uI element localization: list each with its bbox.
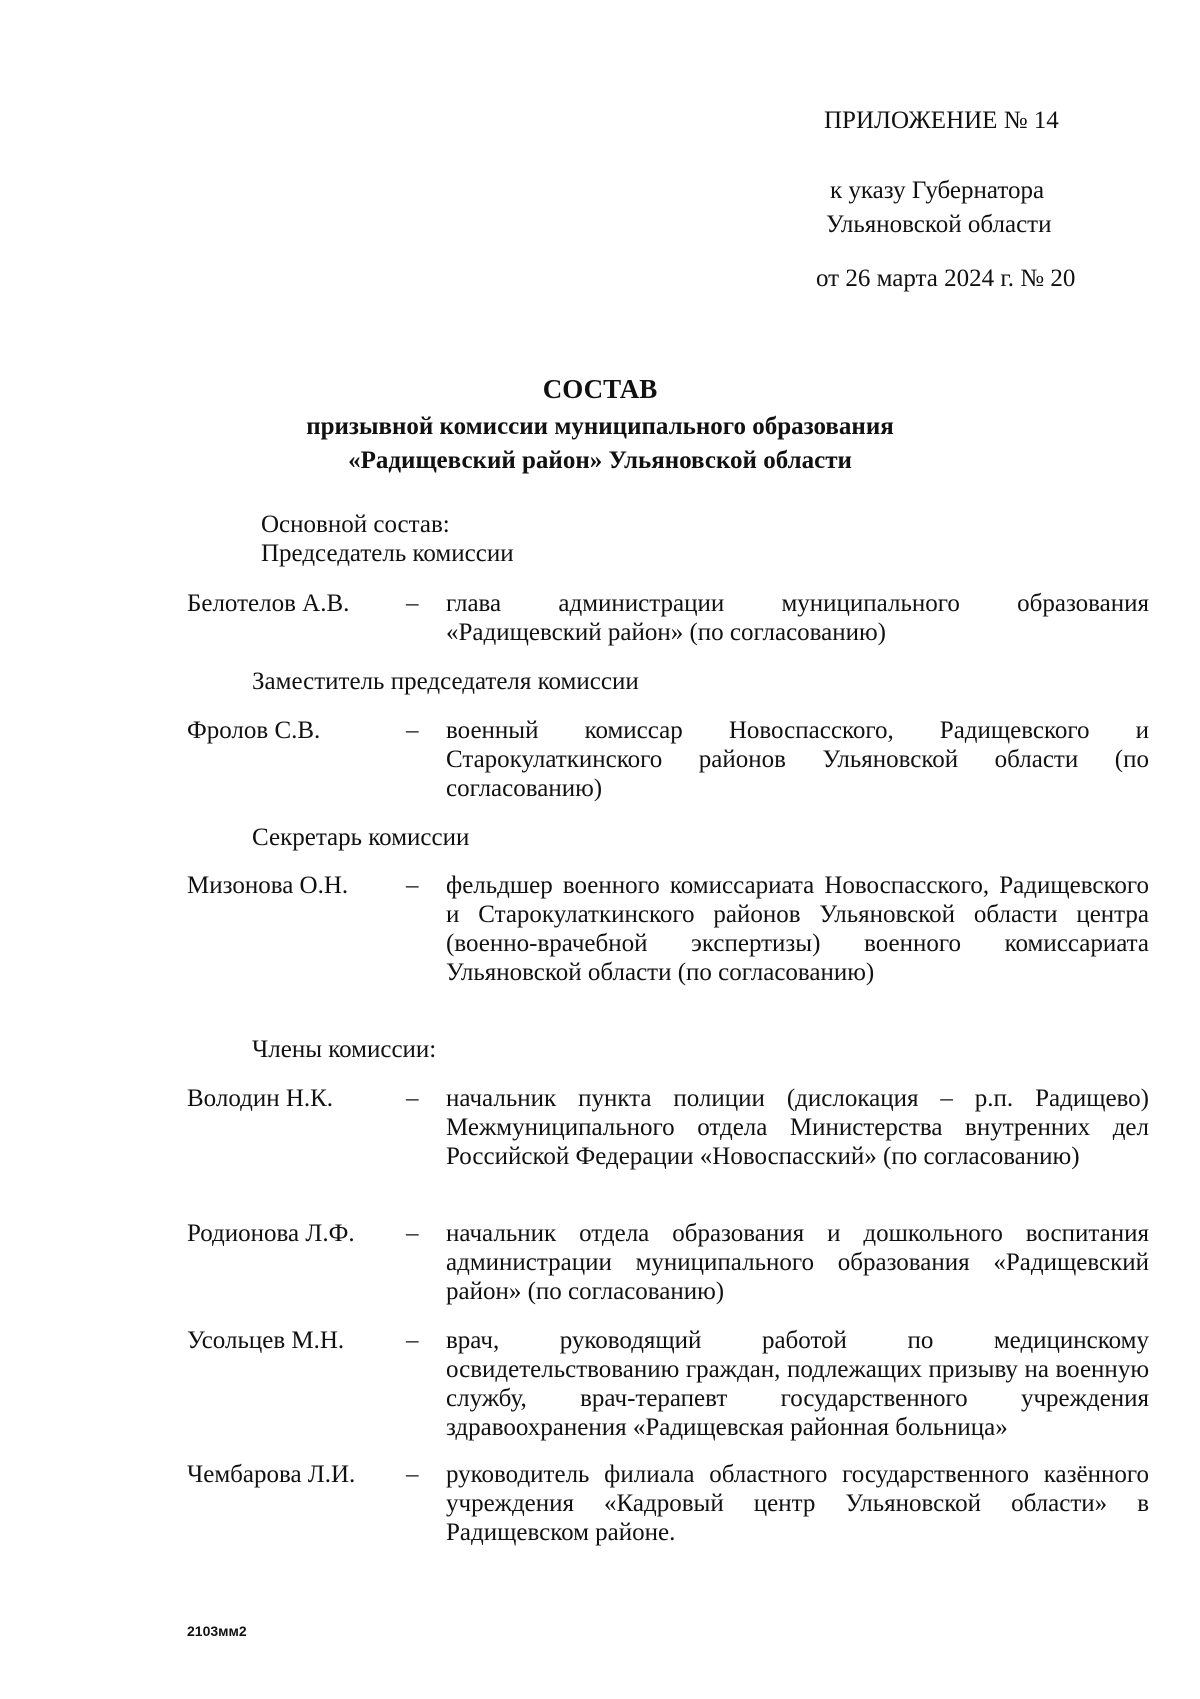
member-role: фельдшер военного комиссариата Новоспасского, Радищевского и Старокулаткинского районов Ульяновской области центра (военно-врачебной экспертизы) военного комиссариата Ульяновской области (по согласованию) (446, 872, 1149, 986)
member-dash: – (406, 1327, 419, 1354)
decree-date-number: от 26 марта 2024 г. № 20 (816, 265, 1076, 292)
member-role: руководитель филиала областного государственного казённого учреждения «Кадровый центр Ульяновской области» в Радищевском районе. (446, 1461, 1149, 1546)
section-secretary: Секретарь комиссии (252, 824, 470, 851)
decree-reference-line2: Ульяновской области (826, 211, 1052, 238)
decree-reference-line1: к указу Губернатора (830, 177, 1045, 204)
member-name: Фролов С.В. (187, 717, 321, 744)
member-role: врач, руководящий работой по медицинскому освидетельствованию граждан, подлежащих призыву на военную службу, врач-терапевт государственного учреждения здравоохранения «Радищевская районная больница» (446, 1327, 1149, 1441)
appendix-label: ПРИЛОЖЕНИЕ № 14 (824, 107, 1059, 134)
member-role: начальник отдела образования и дошкольного воспитания администрации муниципального образования «Радищевский район» (по согласованию) (446, 1220, 1149, 1305)
member-dash: – (406, 590, 419, 617)
member-dash: – (406, 717, 419, 744)
member-name: Чембарова Л.И. (187, 1461, 356, 1488)
section-main-composition: Основной состав: (261, 511, 450, 538)
section-members: Члены комиссии: (252, 1036, 437, 1063)
member-dash: – (406, 1085, 419, 1112)
member-name: Родионова Л.Ф. (187, 1220, 355, 1247)
member-name: Володин Н.К. (187, 1085, 334, 1112)
document-subtitle-line1: призывной комиссии муниципального образования (306, 413, 894, 440)
document-subtitle-line2: «Радищевский район» Ульяновской области (348, 447, 852, 474)
document-code: 2103мм2 (187, 1623, 247, 1639)
member-name: Мизонова О.Н. (187, 872, 349, 899)
member-name: Белотелов А.В. (187, 590, 350, 617)
member-name: Усольцев М.Н. (187, 1327, 345, 1354)
member-dash: – (406, 1220, 419, 1247)
member-role: военный комиссар Новоспасского, Радищевского и Старокулаткинского районов Ульяновской области (по согласованию) (446, 717, 1149, 802)
section-deputy: Заместитель председателя комиссии (252, 668, 639, 695)
member-dash: – (406, 872, 419, 899)
member-role: начальник пункта полиции (дислокация – р.п. Радищево) Межмуниципального отдела Министерства внутренних дел Российской Федерации «Новоспасский» (по согласованию) (446, 1085, 1149, 1170)
member-dash: – (406, 1461, 419, 1488)
member-role: глава администрации муниципального образования «Радищевский район» (по согласованию) (446, 590, 1149, 646)
section-chairman: Председатель комиссии (261, 540, 514, 567)
document-title: СОСТАВ (542, 374, 658, 404)
